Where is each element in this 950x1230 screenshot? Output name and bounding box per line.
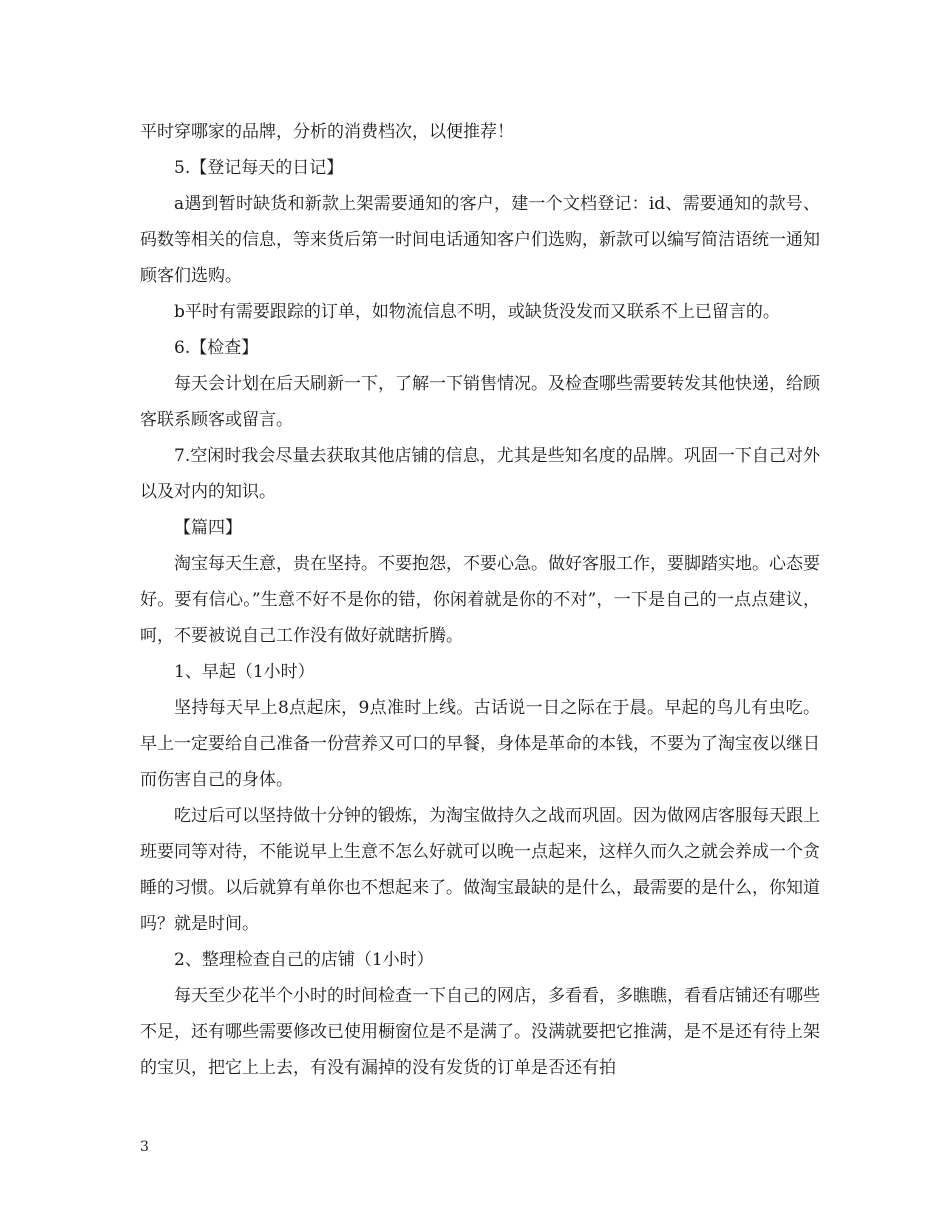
page-number: 3: [140, 1139, 149, 1155]
paragraph: 每天会计划在后天刷新一下，了解一下销售情况。及检查哪些需要转发其他快递，给顾客联系顾客或留言。: [140, 374, 820, 430]
paragraph: b平时有需要跟踪的订单，如物流信息不明，或缺货没发而又联系不上已留言的。: [174, 302, 780, 322]
section-heading: 5.【登记每天的日记】: [174, 158, 344, 178]
paragraph: 平时穿哪家的品牌，分析的消费档次，以便推荐！: [140, 122, 514, 142]
section-heading: 2、整理检查自己的店铺（1小时）: [174, 950, 434, 970]
paragraph: 每天至少花半个小时的时间检查一下自己的网店，多看看，多瞧瞧，看看店铺还有哪些不足，还有哪些需要修改已使用橱窗位是不是满了。没满就要把它推满，是不是还有待上架的宝贝，把它上上去，有没有漏掉的没有发货的订单是否还有拍: [140, 986, 820, 1078]
paragraph: 吃过后可以坚持做十分钟的锻炼，为淘宝做持久之战而巩固。因为做网店客服每天跟上班要同等对待，不能说早上生意不怎么好就可以晚一点起来，这样久而久之就会养成一个贪睡的习惯。以后就算有单你也不想起来了。做淘宝最缺的是什么，最需要的是什么，你知道吗？就是时间。: [140, 806, 820, 934]
paragraph: 坚持每天早上8点起床，9点准时上线。古话说一日之际在于晨。早起的鸟儿有虫吃。早上一定要给自己准备一份营养又可口的早餐，身体是革命的本钱，不要为了淘宝夜以继日而伤害自己的身体。: [140, 698, 820, 790]
paragraph: 7.空闲时我会尽量去获取其他店铺的信息，尤其是些知名度的品牌。巩固一下自己对外以及对内的知识。: [140, 446, 820, 502]
section-heading: 6.【检查】: [174, 338, 259, 358]
section-heading: 1、早起（1小时）: [174, 662, 315, 682]
section-heading: 【篇四】: [174, 518, 242, 538]
paragraph: a遇到暂时缺货和新款上架需要通知的客户，建一个文档登记：id、需要通知的款号、码数等相关的信息，等来货后第一时间电话通知客户们选购，新款可以编写简洁语统一通知顾客们选购。: [140, 194, 820, 286]
document-body: [140, 114, 820, 1086]
paragraph: 淘宝每天生意，贵在坚持。不要抱怨，不要心急。做好客服工作，要脚踏实地。心态要好。要有信心。”生意不好不是你的错，你闲着就是你的不对”，一下是自己的一点点建议，呵，不要被说自己工作没有做好就瞎折腾。: [140, 554, 820, 646]
